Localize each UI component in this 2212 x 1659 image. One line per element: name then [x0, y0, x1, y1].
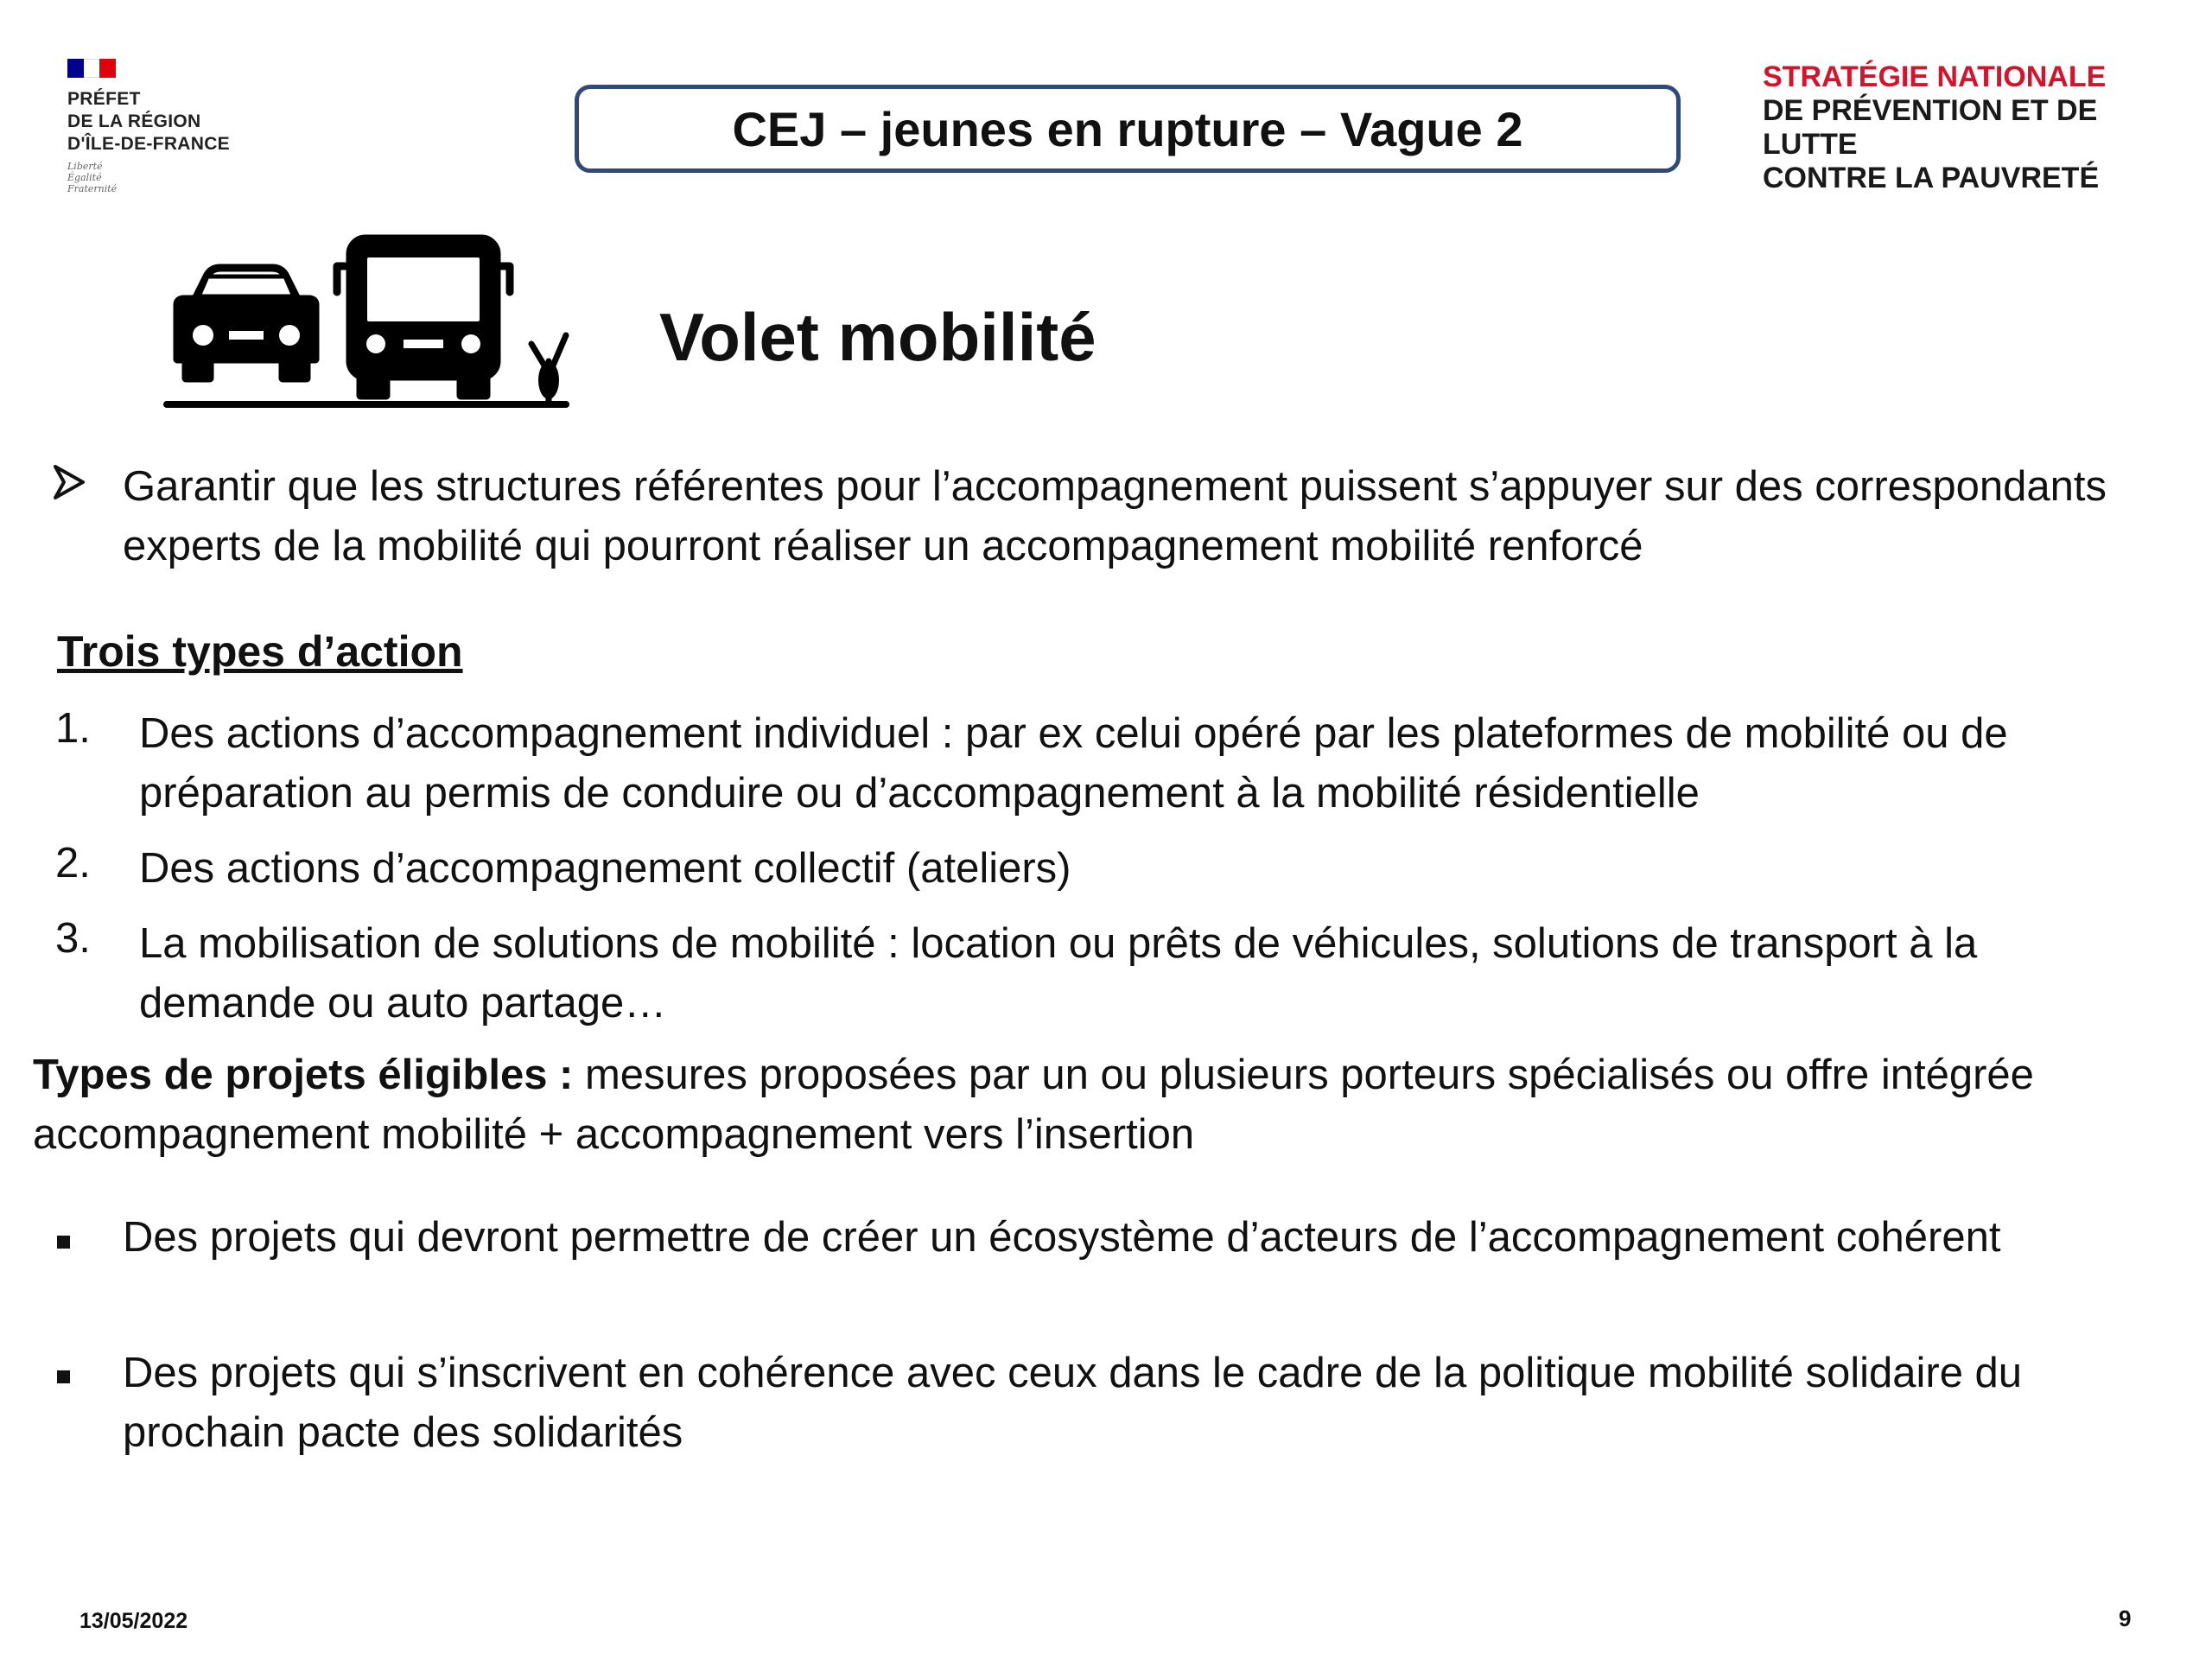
eligible-text: mesures proposées par un ou plusieurs porteurs spécialisés ou offre intégrée accompagnement mobilité + accompagnement vers l’insertion — [33, 1052, 2034, 1158]
project-item: Des projets qui devront permettre de créer un écosystème d’acteurs de l’accompagnement cohérent — [123, 1214, 2001, 1261]
actions-heading: Trois types d’action — [57, 627, 463, 676]
intro-paragraph: Garantir que les structures référentes pour l’accompagnement puissent s’appuyer sur des correspondants experts de la mobilité qui pourront réaliser un accompagnement mobilité renforcé — [123, 463, 2107, 569]
list-item: La mobilisation de solutions de mobilité : location ou prêts de véhicules, solutions de transport à la demande ou auto partage… — [139, 920, 1978, 1027]
bicycle-icon — [531, 335, 566, 404]
square-bullet-icon — [57, 1236, 70, 1249]
prefet-line: D'ÎLE-DE-FRANCE — [67, 134, 230, 154]
motto-line: Égalité — [67, 172, 102, 183]
list-number: 2. — [55, 840, 91, 887]
list-number: 1. — [55, 705, 91, 752]
car-icon — [177, 268, 315, 378]
flag-white-stripe — [84, 59, 100, 78]
vehicles-illustration — [160, 232, 601, 422]
project-item: Des projets qui s’inscrivent en cohérence avec ceux dans le cadre de la politique mobilité solidaire du prochain pacte des solidarités — [123, 1350, 2023, 1456]
flag-red-stripe — [99, 59, 116, 78]
strategy-line-1: STRATÉGIE NATIONALE — [1763, 60, 2107, 93]
french-flag-icon — [67, 59, 116, 78]
flag-blue-stripe — [67, 59, 84, 78]
square-bullet-icon — [57, 1370, 70, 1383]
list-number: 3. — [55, 915, 91, 962]
arrow-bullet-icon — [52, 463, 86, 501]
prefet-text — [67, 88, 275, 156]
prefet-line: PRÉFET — [67, 89, 141, 109]
list-item: Des actions d’accompagnement collectif (ateliers) — [139, 845, 1071, 892]
strategy-line-3: CONTRE LA PAUVRETÉ — [1763, 162, 2100, 194]
slide-title-box — [575, 85, 1681, 173]
slide-title: CEJ – jeunes en rupture – Vague 2 — [732, 101, 1523, 156]
republic-motto — [67, 161, 275, 194]
motto-line: Fraternité — [67, 183, 118, 194]
prefet-line: DE LA RÉGION — [67, 111, 201, 131]
prefet-region-logo — [67, 59, 275, 214]
list-item: Des actions d’accompagnement individuel : par ex celui opéré par les plateformes de mobilité ou de préparation au permis de conduire ou d’accompagnement à la mobilité résidentielle — [139, 710, 2008, 817]
eligible-projects-paragraph — [33, 1046, 2167, 1165]
eligible-label: Types de projets éligibles : — [33, 1052, 574, 1098]
footer-date: 13/05/2022 — [79, 1609, 188, 1633]
strategy-logo — [1763, 60, 2195, 195]
strategy-line-2: DE PRÉVENTION ET DE LUTTE — [1763, 94, 2098, 161]
section-title: Volet mobilité — [659, 299, 1096, 375]
bus-icon — [337, 238, 510, 396]
motto-line: Liberté — [67, 161, 103, 172]
page-number: 9 — [2119, 1605, 2132, 1631]
